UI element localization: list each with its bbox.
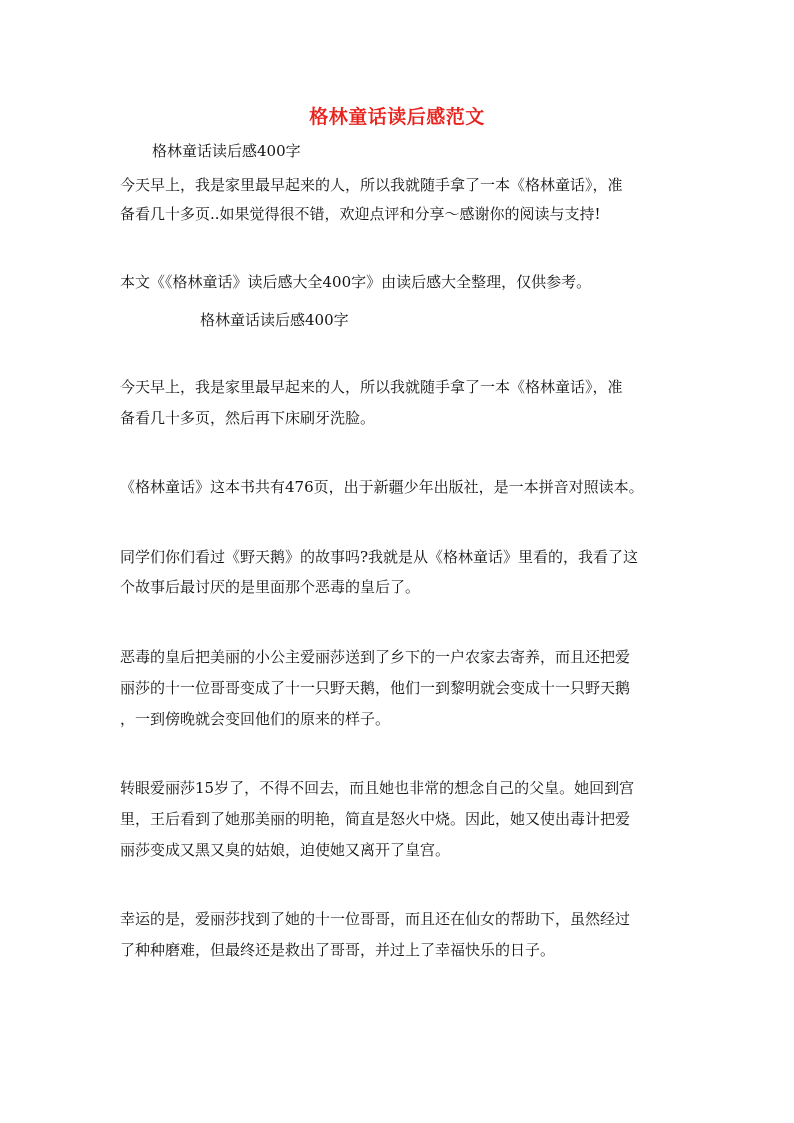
body-subtitle: 格林童话读后感400字: [200, 311, 349, 329]
document-title: 格林童话读后感范文: [309, 106, 485, 128]
paragraph-line: 《格林童话》这本书共有476页，出于新疆少年出版社，是一本拼音对照读本。: [120, 478, 644, 496]
paragraph-line: 了种种磨难，但最终还是救出了哥哥，并过上了幸福快乐的日子。: [120, 941, 556, 959]
paragraph-line: 丽莎变成又黑又臭的姑娘，迫使她又离开了皇宫。: [120, 841, 451, 859]
intro-line: 今天早上，我是家里最早起来的人，所以我就随手拿了一本《格林童话》，准: [120, 176, 623, 194]
paragraph-line: 丽莎的十一位哥哥变成了十一只野天鹅，他们一到黎明就会变成十一只野天鹅: [120, 679, 631, 697]
paragraph-line: 转眼爱丽莎15岁了，不得不回去，而且她也非常的想念自己的父皇。她回到宫: [120, 779, 635, 797]
paragraph-line: 今天早上，我是家里最早起来的人，所以我就随手拿了一本《格林童话》，准: [120, 378, 623, 396]
source-note: 本文《《格林童话》读后感大全400字》由读后感大全整理，仅供参考。: [120, 273, 592, 291]
paragraph-line: ，一到傍晚就会变回他们的原来的样子。: [120, 710, 391, 728]
paragraph-line: 恶毒的皇后把美丽的小公主爱丽莎送到了乡下的一户农家去寄养，而且还把爱: [120, 648, 631, 666]
intro-subtitle: 格林童话读后感400字: [152, 142, 301, 160]
paragraph-line: 备看几十多页，然后再下床刷牙洗脸。: [120, 409, 376, 427]
paragraph-line: 同学们你们看过《野天鹅》的故事吗?我就是从《格林童话》里看的，我看了这: [120, 548, 639, 566]
paragraph-line: 个故事后最讨厌的是里面那个恶毒的皇后了。: [120, 578, 421, 596]
intro-line: 备看几十多页..如果觉得很不错，欢迎点评和分享～感谢你的阅读与支持!: [120, 205, 601, 223]
paragraph-line: 里，王后看到了她那美丽的明艳，简直是怒火中烧。因此，她又使出毒计把爱: [120, 810, 631, 828]
paragraph-line: 幸运的是，爱丽莎找到了她的十一位哥哥，而且还在仙女的帮助下，虽然经过: [120, 910, 631, 928]
